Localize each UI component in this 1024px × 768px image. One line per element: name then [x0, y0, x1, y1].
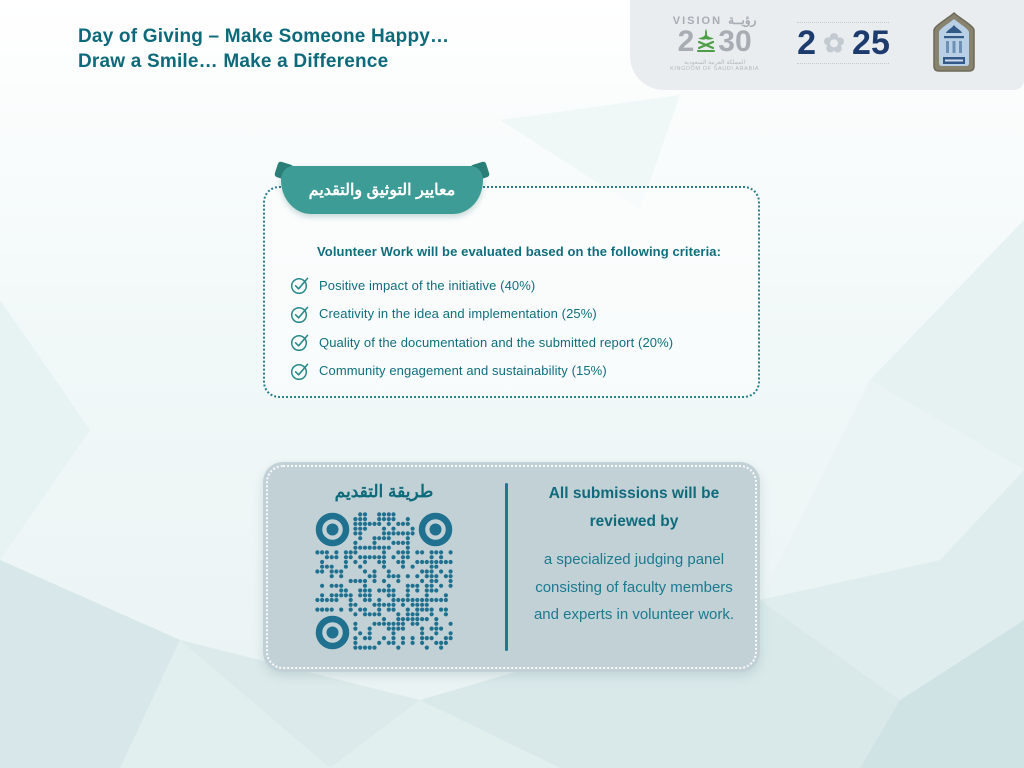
- submission-method-title: طريقة التقديم: [334, 482, 434, 501]
- vision-2030-digits: [677, 24, 752, 58]
- page-title: [78, 24, 449, 74]
- university-badge-icon: [928, 12, 980, 74]
- check-circle-icon: [290, 275, 310, 295]
- criteria-item-label: Creativity in the idea and implementation (25%): [319, 306, 597, 322]
- logo-card: [630, 0, 1024, 90]
- saudi-palm-emblem-icon: [695, 29, 717, 55]
- criteria-heading: Volunteer Work will be evaluated based on the following criteria:: [317, 244, 722, 259]
- page-header: [0, 0, 1024, 96]
- criteria-item-label: Community engagement and sustainability (15%): [319, 363, 607, 379]
- vision-2030-subtext: [670, 60, 759, 73]
- criteria-item-label: Positive impact of the initiative (40%): [319, 277, 536, 293]
- criteria-box: [263, 182, 760, 398]
- medallion-ornament-icon: ✿: [823, 28, 845, 58]
- criteria-item: [290, 357, 738, 386]
- ornament-rule-bottom: [797, 63, 889, 64]
- check-circle-icon: [290, 361, 310, 381]
- title-line-1: Day of Giving – Make Someone Happy…: [78, 26, 450, 47]
- review-heading: All submissions will be reviewed by: [548, 485, 720, 530]
- title-line-2: Draw a Smile… Make a Difference: [78, 51, 389, 72]
- review-body: a specialized judging panel consisting of faculty members and experts in volunteer work.: [533, 551, 735, 623]
- vision-digit-30: 30: [718, 24, 752, 58]
- vision-digit-2: 2: [677, 24, 695, 58]
- criteria-item: [290, 271, 738, 300]
- criteria-item: [290, 300, 738, 329]
- vision-arabic-label: رؤيــة: [728, 12, 757, 27]
- check-circle-icon: [290, 332, 310, 352]
- submission-panel: [263, 462, 760, 672]
- digit-25: 25: [852, 24, 890, 62]
- criteria-content: [265, 188, 758, 385]
- submission-right-column: [508, 462, 760, 672]
- vision-2030-logo: [670, 14, 759, 73]
- year-2025-logo: [797, 22, 890, 64]
- criteria-banner: معايير التوثيق والتقديم: [281, 166, 483, 214]
- ornament-rule-top: [797, 22, 889, 23]
- kingdom-english: KINGDOM OF SAUDI ARABIA: [670, 65, 760, 72]
- vision-label: VISION: [672, 14, 723, 27]
- criteria-item: [290, 328, 738, 357]
- qr-code: [315, 512, 453, 650]
- year-2025-digits: [797, 25, 890, 61]
- submission-left-column: [263, 462, 505, 672]
- criteria-item-label: Quality of the documentation and the submitted report (20%): [319, 334, 674, 350]
- check-circle-icon: [290, 304, 310, 324]
- digit-2: 2: [797, 24, 817, 62]
- kingdom-arabic: المملكة العربية السعودية: [684, 59, 746, 66]
